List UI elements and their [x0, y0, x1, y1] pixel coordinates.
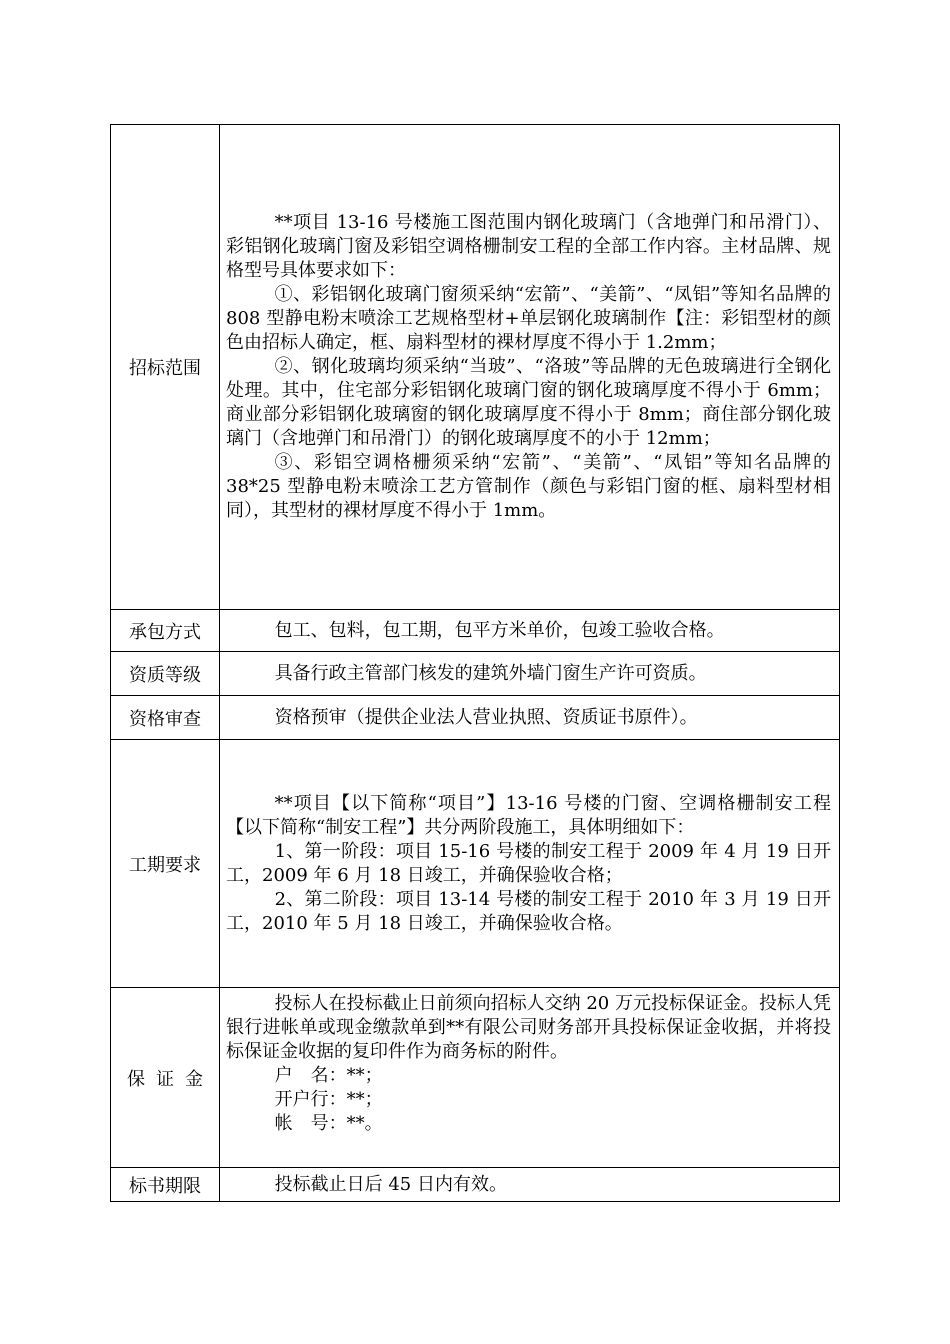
row-label-cell [111, 1168, 220, 1202]
table-row [111, 740, 840, 988]
table-row [111, 652, 840, 696]
row-label: 资格审查 [129, 708, 201, 730]
row-content-cell [220, 740, 840, 988]
content-paragraph: 户 名：**； [274, 1065, 383, 1086]
content-paragraph: 1、第一阶段：项目 15-16 号楼的制安工程于 2009 年 4 月 19 日开工，2009 年 6 月 18 日竣工，并确保验收合格； [226, 840, 831, 886]
content-paragraph: **项目 13-16 号楼施工图范围内钢化玻璃门（含地弹门和吊滑门）、彩铝钢化玻璃门窗及彩铝空调格栅制安工程的全部工作内容。主材品牌、规格型号具体要求如下： [226, 212, 831, 281]
table-row [111, 1168, 840, 1202]
tender-info-table [110, 124, 840, 1202]
table-row [111, 610, 840, 652]
content-paragraph: 投标截止日后 45 日内有效。 [274, 1173, 507, 1195]
row-label: 承包方式 [129, 621, 201, 643]
row-label-cell [111, 988, 220, 1168]
row-content-cell [220, 610, 840, 652]
content-paragraph: 开户行：**； [274, 1089, 383, 1110]
content-paragraph: ②、钢化玻璃均须采纳“当玻”、“洛玻”等品牌的无色玻璃进行全钢化处理。其中，住宅部分彩铝钢化玻璃门窗的钢化玻璃厚度不得小于 6mm；商业部分彩铝钢化玻璃窗的钢化玻璃厚度不得小于 8mm；商住部分钢化玻璃门（含地弹门和吊滑门）的钢化玻璃厚度不的小于 12mm； [226, 356, 831, 449]
row-content-cell [220, 652, 840, 696]
content-paragraph: 帐 号：**。 [274, 1113, 383, 1134]
row-label: 保证金 [127, 1068, 214, 1090]
content-paragraph: 投标人在投标截止日前须向招标人交纳 20 万元投标保证金。投标人凭银行进帐单或现金缴款单到**有限公司财务部开具投标保证金收据，并将投标保证金收据的复印件作为商务标的附件。 [226, 993, 831, 1062]
table-row [111, 125, 840, 610]
row-content-cell [220, 696, 840, 740]
row-content-cell [220, 125, 840, 610]
table-row [111, 696, 840, 740]
row-label-cell [111, 125, 220, 610]
row-label-cell [111, 696, 220, 740]
content-paragraph: 2、第二阶段：项目 13-14 号楼的制安工程于 2010 年 3 月 19 日开工，2010 年 5 月 18 日竣工，并确保验收合格。 [226, 888, 831, 934]
row-label-cell [111, 740, 220, 988]
content-paragraph: 具备行政主管部门核发的建筑外墙门窗生产许可资质。 [274, 662, 707, 684]
content-paragraph: 资格预审（提供企业法人营业执照、资质证书原件）。 [274, 706, 698, 728]
row-label-cell [111, 610, 220, 652]
row-label: 资质等级 [129, 664, 201, 686]
content-paragraph: ③、彩铝空调格栅须采纳“宏箭”、“美箭”、“凤铝”等知名品牌的 38*25 型静电粉末喷涂工艺方管制作（颜色与彩铝门窗的框、扇料型材相同），其型材的裸材厚度不得小于 1mm。 [226, 452, 831, 521]
content-paragraph: **项目【以下简称“项目”】13-16 号楼的门窗、空调格栅制安工程【以下简称“制安工程”】共分两阶段施工，具体明细如下： [226, 792, 831, 838]
row-label-cell [111, 652, 220, 696]
content-paragraph: ①、彩铝钢化玻璃门窗须采纳“宏箭”、“美箭”、“凤铝”等知名品牌的 808 型静电粉末喷涂工艺规格型材+单层钢化玻璃制作【注：彩铝型材的颜色由招标人确定，框、扇料型材的裸材厚度不得小于 1.2mm； [226, 284, 831, 353]
row-label: 标书期限 [129, 1175, 201, 1197]
row-content-cell [220, 1168, 840, 1202]
row-label: 工期要求 [129, 854, 201, 876]
content-paragraph: 包工、包料，包工期，包平方米单价，包竣工验收合格。 [274, 619, 725, 641]
table-row [111, 988, 840, 1168]
row-label: 招标范围 [129, 358, 201, 379]
row-content-cell [220, 988, 840, 1168]
